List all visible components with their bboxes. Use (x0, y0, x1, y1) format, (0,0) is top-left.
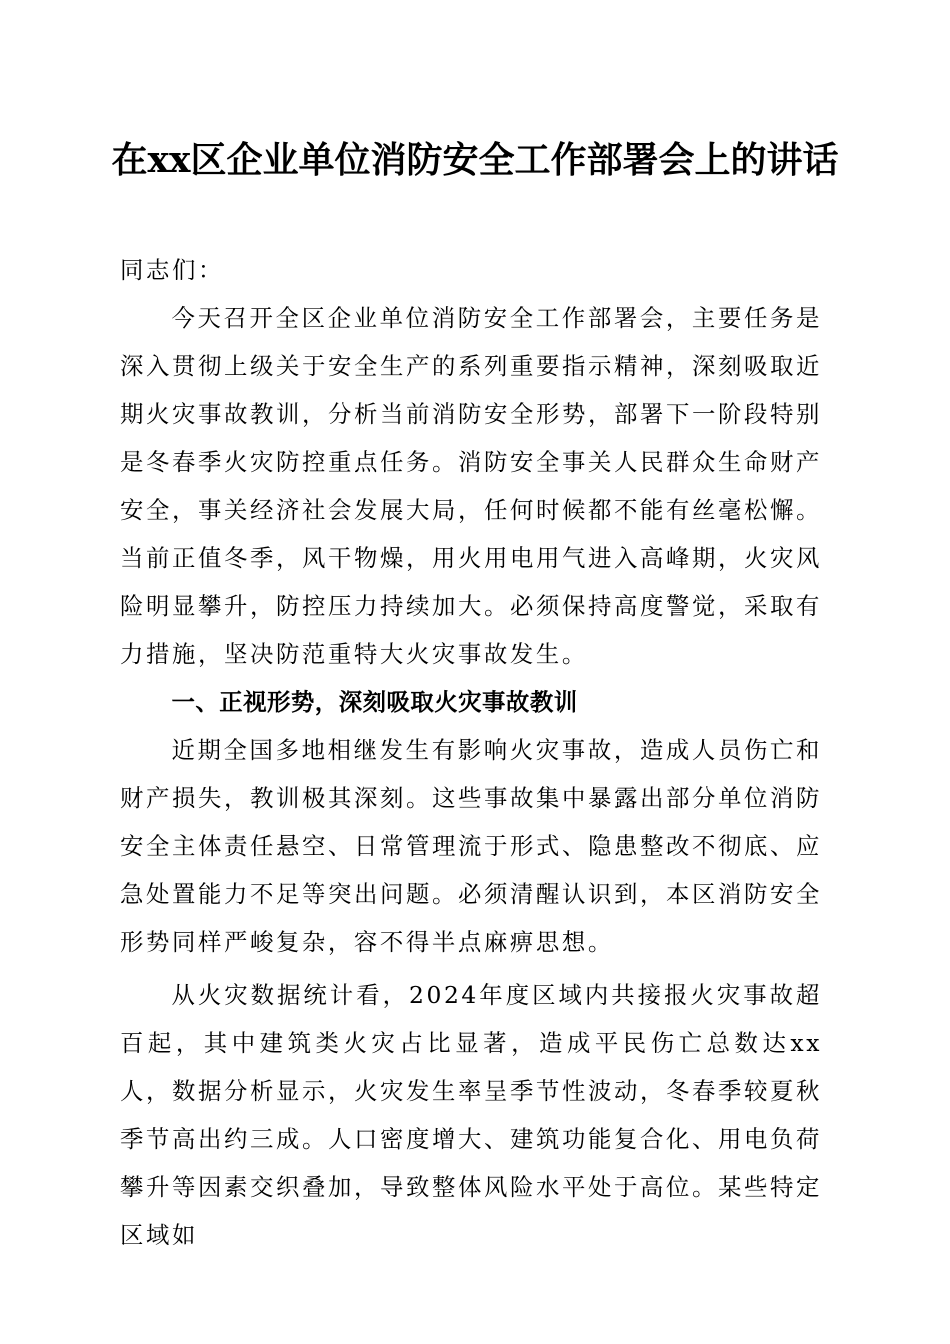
section-paragraph-1: 近期全国多地相继发生有影响火灾事故，造成人员伤亡和财产损失，教训极其深刻。这些事故集中暴露出部分单位消防安全主体责任悬空、日常管理流于形式、隐患整改不彻底、应急处置能力不足等突出问题。必须清醒认识到，本区消防安全形势同样严峻复杂，容不得半点麻痹思想。 (120, 736, 822, 956)
section-paragraph-2: 从火灾数据统计看，2024年度区域内共接报火灾事故超百起，其中建筑类火灾占比显著，造成平民伤亡总数达xx人，数据分析显示，火灾发生率呈季节性波动，冬春季较夏秋季节高出约三成。人口密度增大、建筑功能复合化、用电负荷攀升等因素交织叠加，导致整体风险水平处于高位。某些特定区域如 (120, 981, 822, 1249)
document-body (120, 246, 822, 1259)
document-title: 在xx区企业单位消防安全工作部署会上的讲话 (111, 139, 839, 181)
intro-paragraph: 今天召开全区企业单位消防安全工作部署会，主要任务是深入贯彻上级关于安全生产的系列重要指示精神，深刻吸取近期火灾事故教训，分析当前消防安全形势，部署下一阶段特别是冬春季火灾防控重点任务。消防安全事关人民群众生命财产安全，事关经济社会发展大局，任何时候都不能有丝毫松懈。当前正值冬季，风干物燥，用火用电用气进入高峰期，火灾风险明显攀升，防控压力持续加大。必须保持高度警觉，采取有力措施，坚决防范重特大火灾事故发生。 (120, 304, 822, 668)
salutation: 同志们： (120, 256, 224, 284)
section-heading: 一、正视形势，深刻吸取火灾事故教训 (171, 688, 578, 716)
